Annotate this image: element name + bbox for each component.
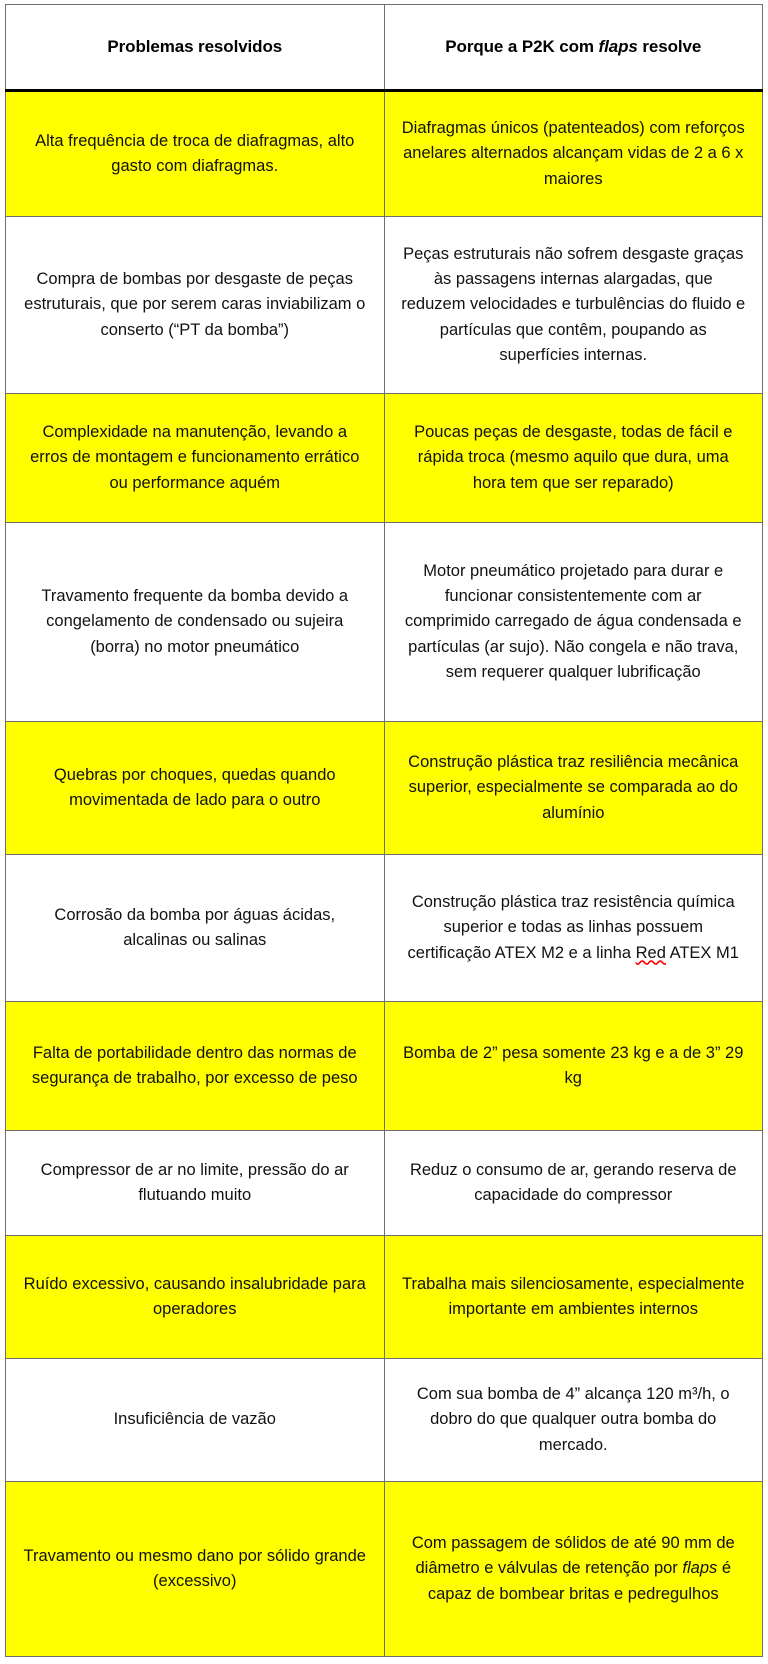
problems-solutions-table bbox=[5, 4, 763, 1657]
table-row bbox=[6, 394, 763, 523]
header-row bbox=[6, 5, 763, 91]
problem-cell: Compra de bombas por desgaste de peças estruturais, que por serem caras inviabilizam o conserto (“PT da bomba”) bbox=[6, 217, 385, 394]
problem-cell: Complexidade na manutenção, levando a erros de montagem e funcionamento errático ou performance aquém bbox=[6, 394, 385, 523]
header-text-before: Porque a P2K com bbox=[445, 37, 599, 57]
table-body bbox=[6, 91, 763, 1657]
solution-cell: Poucas peças de desgaste, todas de fácil e rápida troca (mesmo aquilo que dura, uma hora tem que ser reparado) bbox=[384, 394, 763, 523]
header-text-italic: flaps bbox=[598, 37, 638, 57]
solution-cell: Peças estruturais não sofrem desgaste graças às passagens internas alargadas, que reduzem velocidades e turbulências do fluido e partículas que contêm, poupando as superfícies internas. bbox=[384, 217, 763, 394]
problem-cell: Travamento ou mesmo dano por sólido grande (excessivo) bbox=[6, 1482, 385, 1657]
column-header-problems: Problemas resolvidos bbox=[6, 5, 385, 91]
table-row bbox=[6, 1131, 763, 1236]
problem-cell: Falta de portabilidade dentro das normas de segurança de trabalho, por excesso de peso bbox=[6, 1002, 385, 1131]
solution-text-part1: Construção plástica traz resistência química superior e todas as linhas possuem certificação ATEX M2 e a linha bbox=[407, 893, 735, 962]
column-header-solutions bbox=[384, 5, 763, 91]
problem-cell: Quebras por choques, quedas quando movimentada de lado para o outro bbox=[6, 722, 385, 855]
table-row bbox=[6, 855, 763, 1002]
table-header bbox=[6, 5, 763, 91]
table-row bbox=[6, 722, 763, 855]
solution-text-part2: é capaz de bombear britas e pedregulhos bbox=[427, 1559, 732, 1603]
header-text-after: resolve bbox=[637, 37, 702, 57]
solution-cell: Diafragmas únicos (patenteados) com reforços anelares alternados alcançam vidas de 2 a 6 x maiores bbox=[384, 91, 763, 217]
problem-cell: Alta frequência de troca de diafragmas, alto gasto com diafragmas. bbox=[6, 91, 385, 217]
solution-cell bbox=[384, 1482, 763, 1657]
problem-cell: Compressor de ar no limite, pressão do ar flutuando muito bbox=[6, 1131, 385, 1236]
spellcheck-misspelled-word: Red bbox=[635, 943, 666, 962]
problem-cell: Insuficiência de vazão bbox=[6, 1359, 385, 1482]
solution-text-part1: Com passagem de sólidos de até 90 mm de diâmetro e válvulas de retenção por bbox=[411, 1534, 735, 1578]
table-row bbox=[6, 1236, 763, 1359]
table-row bbox=[6, 217, 763, 394]
solution-cell: Com sua bomba de 4” alcança 120 m³/h, o dobro do que qualquer outra bomba do mercado. bbox=[384, 1359, 763, 1482]
problem-cell: Travamento frequente da bomba devido a congelamento de condensado ou sujeira (borra) no motor pneumático bbox=[6, 523, 385, 722]
solution-cell bbox=[384, 855, 763, 1002]
solution-cell: Construção plástica traz resiliência mecânica superior, especialmente se comparada ao do alumínio bbox=[384, 722, 763, 855]
table-row bbox=[6, 91, 763, 217]
table-row bbox=[6, 1002, 763, 1131]
table-row bbox=[6, 1359, 763, 1482]
problem-cell: Ruído excessivo, causando insalubridade para operadores bbox=[6, 1236, 385, 1359]
solution-cell: Bomba de 2” pesa somente 23 kg e a de 3” 29 kg bbox=[384, 1002, 763, 1131]
table-row bbox=[6, 1482, 763, 1657]
table-row bbox=[6, 523, 763, 722]
solution-cell: Motor pneumático projetado para durar e funcionar consistentemente com ar comprimido carregado de água condensada e partículas (ar sujo). Não congela e não trava, sem requerer qualquer lubrificação bbox=[384, 523, 763, 722]
solution-text-part2: ATEX M1 bbox=[665, 943, 739, 962]
solution-cell: Reduz o consumo de ar, gerando reserva de capacidade do compressor bbox=[384, 1131, 763, 1236]
solution-cell: Trabalha mais silenciosamente, especialmente importante em ambientes internos bbox=[384, 1236, 763, 1359]
solution-text-italic: flaps bbox=[682, 1559, 718, 1578]
problem-cell: Corrosão da bomba por águas ácidas, alcalinas ou salinas bbox=[6, 855, 385, 1002]
